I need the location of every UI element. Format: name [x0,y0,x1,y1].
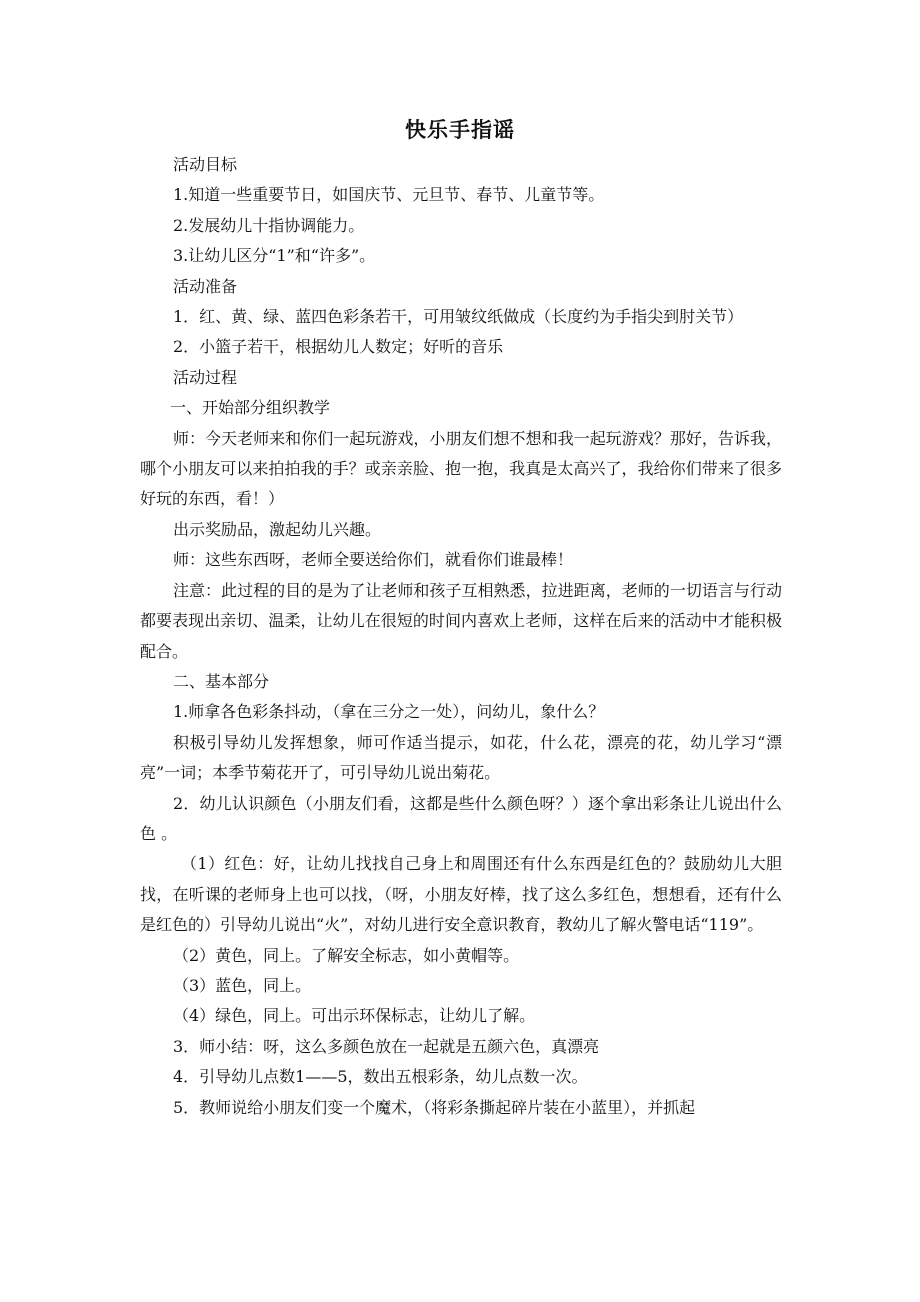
paragraph: 二、基本部分 [173,671,270,691]
paragraph: 1．红、黄、绿、蓝四色彩条若干，可用皱纹纸做成（长度约为手指尖到肘关节） [173,307,744,327]
paragraph: 活动过程 [173,367,238,387]
paragraph: 活动目标 [173,155,238,174]
paragraph: 师：今天老师来和你们一起玩游戏，小朋友们想不想和我一起玩游戏？那好，告诉我，哪个小朋友可以来拍拍我的手？或亲亲脸、抱一抱，我真是太高兴了，我给你们带来了很多好玩的东西，看！） [140,428,782,509]
paragraph: 师：这些东西呀，老师全要送给你们，就看你们谁最棒！ [173,550,574,570]
paragraph: （1）红色：好，让幼儿找找自己身上和周围还有什么东西是红色的？鼓励幼儿大胆找，在听课的老师身上也可以找，（呀，小朋友好棒，找了这么多红色，想想看，还有什么是红色的）引导幼儿说出“火”，对幼儿进行安全意识教育，教幼儿了解火警电话“119”。 [140,854,782,935]
paragraph: 5．教师说给小朋友们变一个魔术，（将彩条撕起碎片装在小蓝里），并抓起 [173,1097,696,1117]
paragraph: 4．引导幼儿点数1——5，数出五根彩条，幼儿点数一次。 [173,1067,588,1087]
document-title: 快乐手指谣 [405,118,515,142]
document-body [140,150,782,1123]
paragraph: 1.知道一些重要节日，如国庆节、元旦节、春节、儿童节等。 [173,185,605,205]
paragraph: 活动准备 [173,276,238,296]
paragraph: 一、开始部分组织教学 [170,398,331,418]
paragraph: （4）绿色，同上。可出示环保标志，让幼儿了解。 [173,1006,536,1026]
paragraph: 2.发展幼儿十指协调能力。 [173,215,365,235]
paragraph: 3.让幼儿区分“1”和“许多”。 [173,246,376,266]
paragraph: 注意：此过程的目的是为了让老师和孩子互相熟悉，拉进距离，老师的一切语言与行动都要表现出亲切、温柔，让幼儿在很短的时间内喜欢上老师，这样在后来的活动中才能积极配合。 [140,580,782,661]
paragraph: 1.师拿各色彩条抖动，（拿在三分之一处），问幼儿，象什么？ [173,702,605,722]
paragraph: （3）蓝色，同上。 [173,975,312,995]
paragraph: 出示奖励品，激起幼儿兴趣。 [173,519,382,539]
paragraph: （2）黄色，同上。了解安全标志，如小黄帽等。 [173,945,520,965]
paragraph: 2．小篮子若干，根据幼儿人数定；好听的音乐 [173,337,504,357]
paragraph: 积极引导幼儿发挥想象，师可作适当提示，如花，什么花，漂亮的花，幼儿学习“漂亮”一词；本季节菊花开了，可引导幼儿说出菊花。 [140,732,782,783]
paragraph: 3．师小结：呀，这么多颜色放在一起就是五颜六色，真漂亮 [173,1036,600,1056]
paragraph: 2．幼儿认识颜色（小朋友们看，这都是些什么颜色呀？）逐个拿出彩条让儿说出什么色 。 [140,793,782,843]
